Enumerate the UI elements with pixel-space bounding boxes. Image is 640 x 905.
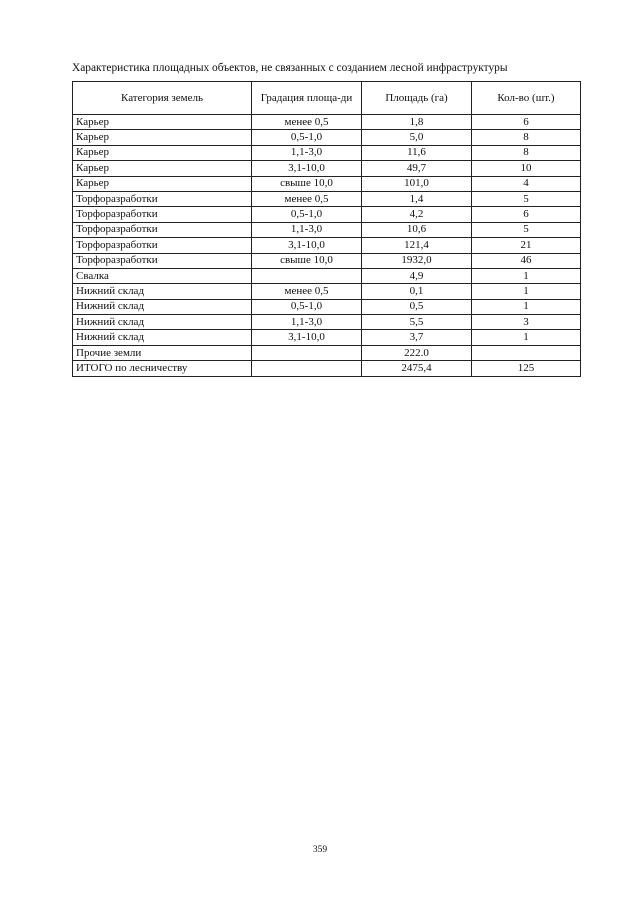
table-row <box>73 253 581 268</box>
cell-count: 1 <box>472 299 581 314</box>
cell-gradation: 1,1-3,0 <box>252 315 362 330</box>
table-row <box>73 330 581 345</box>
table-row <box>73 299 581 314</box>
page-number: 359 <box>312 845 328 855</box>
cell-category: Карьер <box>73 161 252 176</box>
cell-category: Нижний склад <box>73 299 252 314</box>
cell-count: 5 <box>472 191 581 206</box>
cell-count: 21 <box>472 238 581 253</box>
cell-category: Карьер <box>73 145 252 160</box>
cell-count: 4 <box>472 176 581 191</box>
cell-gradation: 0,5-1,0 <box>252 207 362 222</box>
cell-gradation: менее 0,5 <box>252 284 362 299</box>
cell-area: 2475,4 <box>362 361 472 376</box>
cell-gradation: свыше 10,0 <box>252 253 362 268</box>
cell-category: Торфоразработки <box>73 222 252 237</box>
table-row <box>73 176 581 191</box>
cell-count: 8 <box>472 130 581 145</box>
cell-count: 8 <box>472 145 581 160</box>
cell-area: 49,7 <box>362 161 472 176</box>
cell-count: 1 <box>472 268 581 283</box>
table-row <box>73 315 581 330</box>
cell-area: 4,9 <box>362 268 472 283</box>
table-row <box>73 191 581 206</box>
table-row <box>73 222 581 237</box>
cell-area: 0,1 <box>362 284 472 299</box>
cell-gradation: менее 0,5 <box>252 191 362 206</box>
table-row <box>73 115 581 130</box>
table-row <box>73 361 581 376</box>
cell-gradation <box>252 361 362 376</box>
cell-count: 3 <box>472 315 581 330</box>
cell-gradation: свыше 10,0 <box>252 176 362 191</box>
cell-category: Торфоразработки <box>73 191 252 206</box>
cell-area: 1,8 <box>362 115 472 130</box>
header-category: Категория земель <box>73 82 252 115</box>
cell-count: 10 <box>472 161 581 176</box>
cell-area: 0,5 <box>362 299 472 314</box>
cell-area: 101,0 <box>362 176 472 191</box>
page-title: Характеристика площадных объектов, не связанных с созданием лесной инфраструктуры <box>72 62 508 74</box>
cell-category: Карьер <box>73 176 252 191</box>
table-row <box>73 207 581 222</box>
cell-count: 1 <box>472 284 581 299</box>
table-body <box>73 115 581 377</box>
cell-area: 10,6 <box>362 222 472 237</box>
cell-count: 6 <box>472 115 581 130</box>
cell-area: 5,5 <box>362 315 472 330</box>
cell-category: Нижний склад <box>73 315 252 330</box>
cell-count <box>472 345 581 360</box>
cell-count: 125 <box>472 361 581 376</box>
table-row <box>73 345 581 360</box>
cell-count: 1 <box>472 330 581 345</box>
table-row <box>73 238 581 253</box>
cell-gradation: 0,5-1,0 <box>252 299 362 314</box>
cell-area: 121,4 <box>362 238 472 253</box>
cell-category: Торфоразработки <box>73 253 252 268</box>
table-row <box>73 268 581 283</box>
cell-category: Нижний склад <box>73 330 252 345</box>
cell-gradation: 0,5-1,0 <box>252 130 362 145</box>
table-row <box>73 161 581 176</box>
cell-gradation: менее 0,5 <box>252 115 362 130</box>
cell-gradation <box>252 345 362 360</box>
cell-category: Торфоразработки <box>73 238 252 253</box>
cell-gradation: 3,1-10,0 <box>252 238 362 253</box>
cell-gradation: 1,1-3,0 <box>252 222 362 237</box>
data-table <box>72 81 581 377</box>
cell-category: Карьер <box>73 115 252 130</box>
cell-category: Свалка <box>73 268 252 283</box>
cell-gradation: 1,1-3,0 <box>252 145 362 160</box>
cell-area: 11,6 <box>362 145 472 160</box>
cell-category: ИТОГО по лесничеству <box>73 361 252 376</box>
cell-count: 5 <box>472 222 581 237</box>
cell-area: 1932,0 <box>362 253 472 268</box>
cell-category: Нижний склад <box>73 284 252 299</box>
cell-area: 5,0 <box>362 130 472 145</box>
cell-gradation: 3,1-10,0 <box>252 330 362 345</box>
cell-gradation <box>252 268 362 283</box>
cell-category: Карьер <box>73 130 252 145</box>
cell-area: 3,7 <box>362 330 472 345</box>
cell-count: 46 <box>472 253 581 268</box>
table-row <box>73 145 581 160</box>
header-row <box>73 82 581 115</box>
cell-count: 6 <box>472 207 581 222</box>
cell-gradation: 3,1-10,0 <box>252 161 362 176</box>
cell-area: 4,2 <box>362 207 472 222</box>
table-header <box>73 82 581 115</box>
header-count: Кол-во (шт.) <box>472 82 581 115</box>
header-area: Площадь (га) <box>362 82 472 115</box>
cell-category: Прочие земли <box>73 345 252 360</box>
table-row <box>73 130 581 145</box>
cell-area: 1,4 <box>362 191 472 206</box>
header-gradation: Градация площа-ди <box>252 82 362 115</box>
cell-area: 222.0 <box>362 345 472 360</box>
table-row <box>73 284 581 299</box>
cell-category: Торфоразработки <box>73 207 252 222</box>
